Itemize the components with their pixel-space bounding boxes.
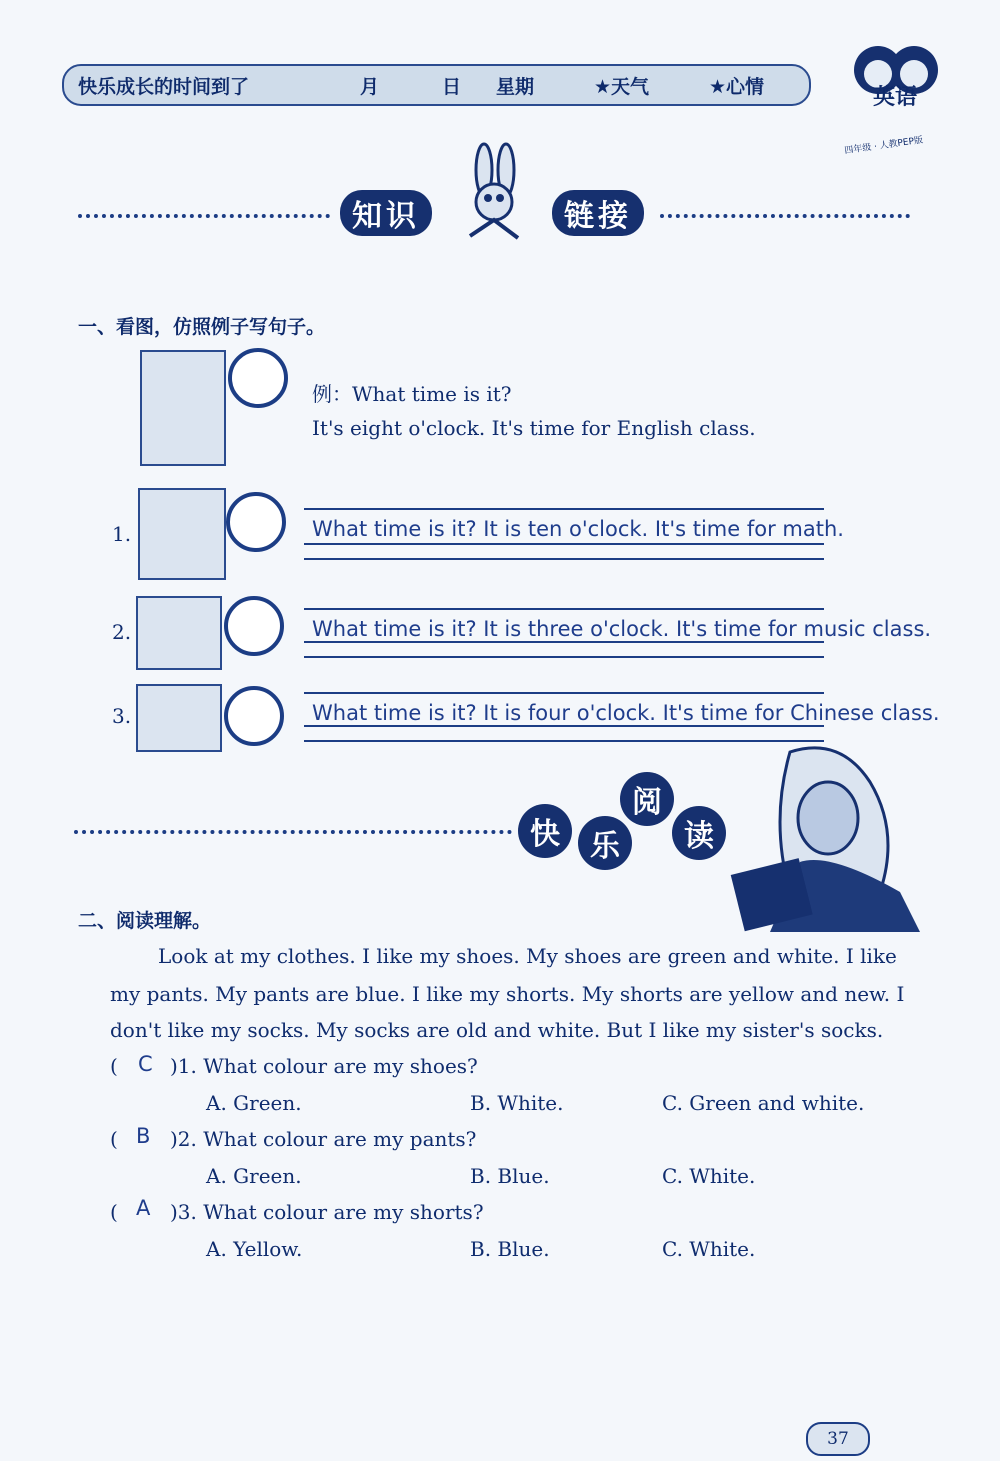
- weather-label: ★天气: [594, 76, 650, 98]
- banner-knowledge: 知识: [340, 190, 432, 236]
- banner-char: 乐: [578, 816, 632, 870]
- writing-line: [304, 508, 824, 510]
- answer-1[interactable]: What time is it? It is ten o'clock. It's time for math.: [312, 517, 844, 541]
- answer-bracket: (: [110, 1054, 118, 1078]
- option-a: A. Green.: [206, 1164, 302, 1188]
- page-number: 37: [806, 1422, 870, 1456]
- reading-girl-illustration: [730, 742, 926, 938]
- option-c: C. White.: [662, 1237, 756, 1261]
- option-a: A. Yellow.: [206, 1237, 303, 1261]
- banner-char: 阅: [620, 772, 674, 826]
- passage-line: my pants. My pants are blue. I like my shorts. My shorts are yellow and new. I: [110, 982, 905, 1006]
- dotted-divider: [660, 214, 910, 222]
- item-number: 1.: [112, 522, 132, 546]
- section2-title: 二、阅读理解。: [78, 910, 212, 932]
- answer-2[interactable]: What time is it? It is three o'clock. It's time for music class.: [312, 617, 932, 641]
- item-number: 2.: [112, 620, 132, 644]
- weekday-label: 星期: [496, 76, 535, 98]
- example-answer: It's eight o'clock. It's time for English class.: [312, 416, 756, 440]
- passage-line: don't like my socks. My socks are old and white. But I like my sister's socks.: [110, 1018, 884, 1042]
- answer-3[interactable]: What time is it? It is four o'clock. It's time for Chinese class.: [312, 701, 940, 725]
- answer-mark-2[interactable]: B: [136, 1124, 151, 1148]
- passage-line: Look at my clothes. I like my shoes. My shoes are green and white. I like: [158, 944, 897, 968]
- writing-line: [304, 608, 824, 610]
- banner-char: 快: [518, 804, 572, 858]
- banner-char: 读: [672, 806, 726, 860]
- question-stem: )1. What colour are my shoes?: [170, 1054, 478, 1078]
- slogan: 快乐成长的时间到了: [78, 76, 250, 98]
- item-number: 3.: [112, 704, 132, 728]
- option-c: C. White.: [662, 1164, 756, 1188]
- option-b: B. Blue.: [470, 1164, 550, 1188]
- writing-line: [304, 543, 824, 545]
- answer-bracket: (: [110, 1127, 118, 1151]
- chinese-picture: [136, 684, 222, 752]
- music-picture: [136, 596, 222, 670]
- rabbit-icon: [440, 140, 548, 248]
- subject-badge: [838, 40, 950, 157]
- writing-line: [304, 656, 824, 658]
- section1-title: 一、看图，仿照例子写句子。: [78, 316, 326, 338]
- writing-line: [304, 692, 824, 694]
- month-label: 月: [360, 76, 380, 98]
- question-stem: )2. What colour are my pants?: [170, 1127, 477, 1151]
- dotted-divider: [74, 830, 512, 838]
- option-a: A. Green.: [206, 1091, 302, 1115]
- math-picture: [138, 488, 226, 580]
- subject-label: 英语: [873, 85, 918, 110]
- dotted-divider: [78, 214, 330, 222]
- option-b: B. Blue.: [470, 1237, 550, 1261]
- mood-label: ★心情: [709, 76, 765, 98]
- clock-icon: [224, 596, 284, 656]
- option-c: C. Green and white.: [662, 1091, 865, 1115]
- writing-line: [304, 641, 824, 643]
- answer-mark-1[interactable]: C: [138, 1052, 153, 1076]
- answer-mark-3[interactable]: A: [136, 1196, 151, 1220]
- clock-icon: [224, 686, 284, 746]
- option-b: B. White.: [470, 1091, 564, 1115]
- clock-icon: [228, 348, 288, 408]
- classroom-picture: [140, 350, 226, 466]
- subject-sub: 四年级 · 人教PEP版: [843, 135, 924, 157]
- header-banner: [62, 64, 811, 106]
- banner-link: 链接: [552, 190, 644, 236]
- answer-bracket: (: [110, 1200, 118, 1224]
- writing-line: [304, 725, 824, 727]
- clock-icon: [226, 492, 286, 552]
- day-label: 日: [442, 76, 462, 98]
- question-stem: )3. What colour are my shorts?: [170, 1200, 484, 1224]
- writing-line: [304, 558, 824, 560]
- example-question: 例：What time is it?: [312, 382, 512, 406]
